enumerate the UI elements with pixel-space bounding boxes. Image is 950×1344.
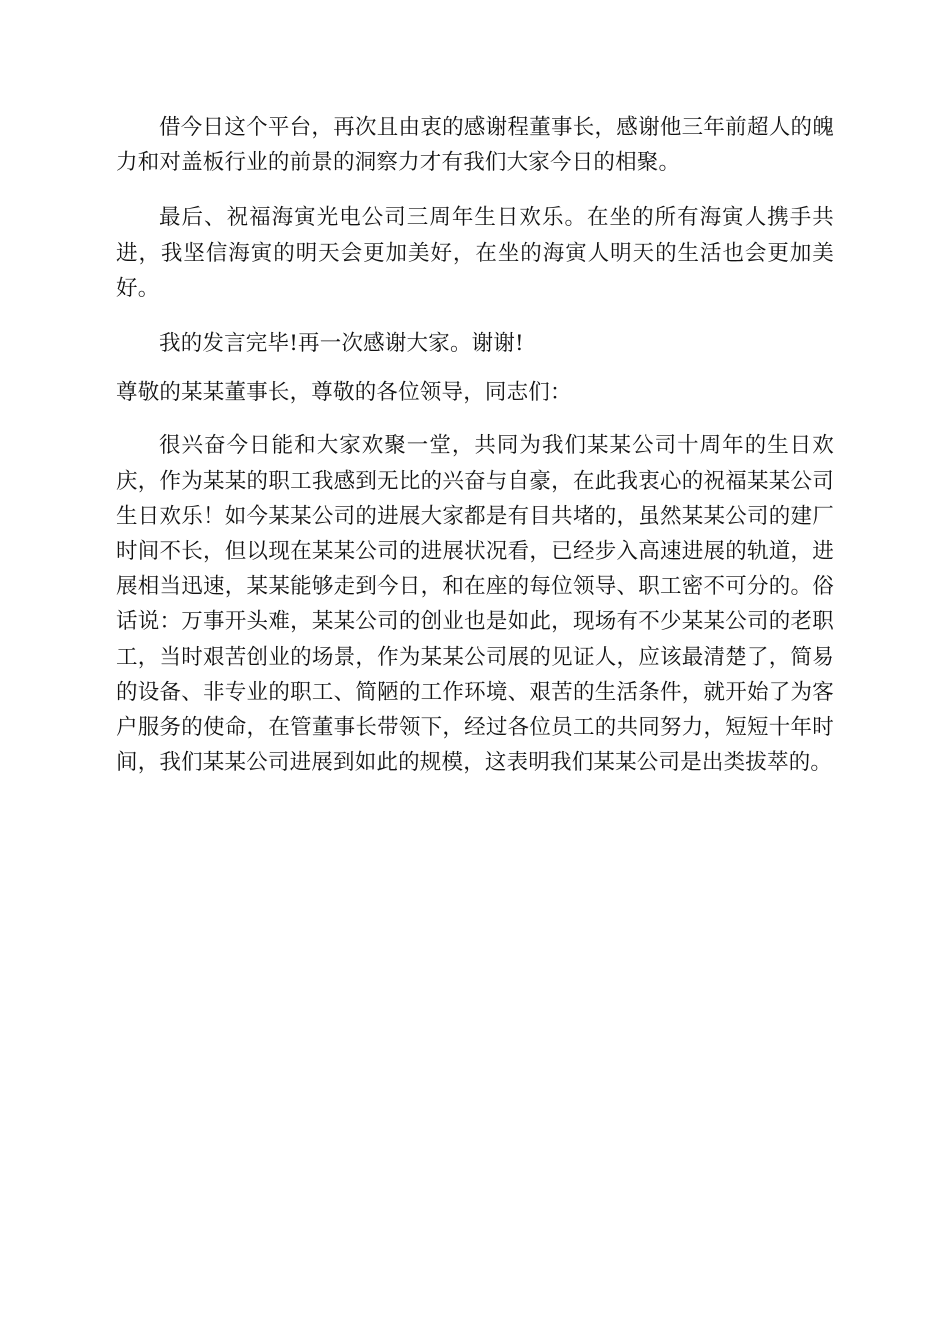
paragraph-main-speech: 很兴奋今日能和大家欢聚一堂，共同为我们某某公司十周年的生日欢庆，作为某某的职工我感到无比的兴奋与自豪，在此我衷心的祝福某某公司生日欢乐！如今某某公司的进展大家都是有目共堵的，虽然某某公司的建厂时间不长，但以现在某某公司的进展状况看，已经步入高速进展的轨道，进展相当迅速，某某能够走到今日，和在座的每位领导、职工密不可分的。俗话说：万事开头难，某某公司的创业也是如此，现场有不少某某公司的老职工，当时艰苦创业的场景，作为某某公司展的见证人，应该最清楚了，简易的设备、非专业的职工、简陋的工作环境、艰苦的生活条件，就开始了为客户服务的使命，在管董事长带领下，经过各位员工的共同努力，短短十年时间，我们某某公司进展到如此的规模，这表明我们某某公司是出类拔萃的。 (116, 433, 834, 776)
paragraph-closing: 我的发言完毕!再一次感谢大家。谢谢! (159, 331, 524, 357)
paragraph-salutation: 尊敬的某某董事长，尊敬的各位领导，同志们： (116, 380, 572, 406)
paragraph-thanks-chairman: 借今日这个平台，再次且由衷的感谢程董事长，感谢他三年前超人的魄力和对盖板行业的前景的洞察力才有我们大家今日的相聚。 (116, 115, 834, 176)
document-body (116, 110, 834, 800)
paragraph-anniversary-wishes: 最后、祝福海寅光电公司三周年生日欢乐。在坐的所有海寅人携手共进，我坚信海寅的明天会更加美好，在坐的海寅人明天的生活也会更加美好。 (116, 205, 834, 301)
